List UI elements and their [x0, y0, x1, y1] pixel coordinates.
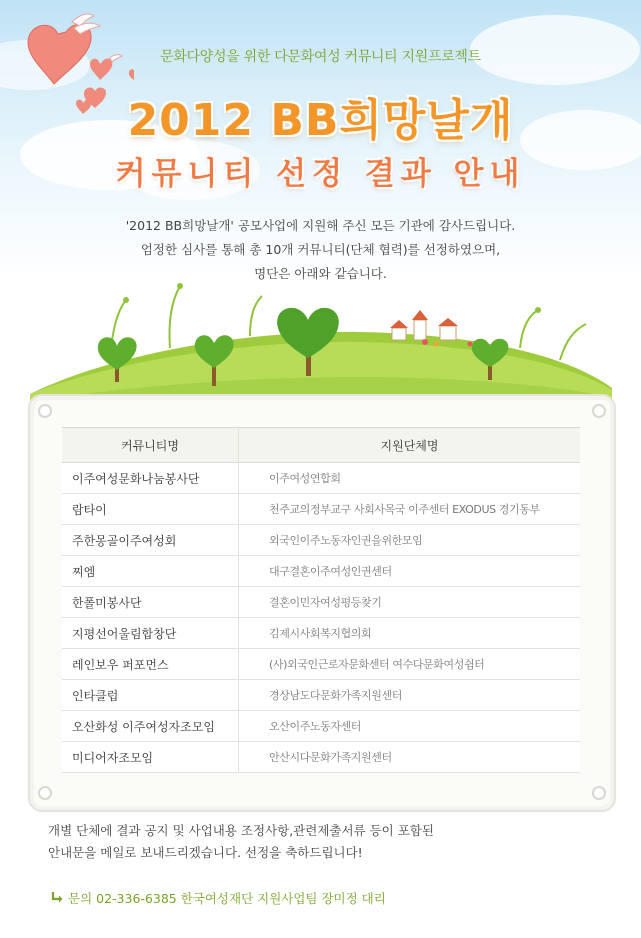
community-name: 미디어자조모임 — [62, 742, 239, 773]
frame-corner-dot — [38, 404, 52, 418]
table-row — [62, 680, 580, 711]
table-row — [62, 649, 580, 680]
organization-name: 외국인이주노동자인권을위한모임 — [239, 525, 581, 556]
community-name: 찌엠 — [62, 556, 239, 587]
community-name: 주한몽골이주여성회 — [62, 525, 239, 556]
notice-line: 안내문을 메일로 보내드리겠습니다. 선정을 축하드립니다! — [48, 845, 363, 860]
table-row — [62, 618, 580, 649]
page-title: 2012 BB희망날개 — [127, 95, 514, 146]
table-row — [62, 525, 580, 556]
table-header-row — [62, 428, 580, 463]
table-row — [62, 494, 580, 525]
page-subtitle: 커뮤니티 선정 결과 안내 — [115, 156, 526, 192]
table-row — [62, 742, 580, 773]
community-name: 레인보우 퍼포먼스 — [62, 649, 239, 680]
community-name: 인타클럽 — [62, 680, 239, 711]
intro-line: 엄정한 심사를 통해 총 10개 커뮤니티(단체 협력)를 선정하였으며, — [140, 242, 501, 257]
table-row — [62, 711, 580, 742]
project-subtitle: 문화다양성을 위한 다문화여성 커뮤니티 지원프로젝트 — [160, 49, 481, 65]
organization-name: 대구결혼이주여성인권센터 — [239, 556, 581, 587]
table-row — [62, 556, 580, 587]
contact-text: 문의 02-336-6385 한국여성재단 지원사업팀 장미정 대리 — [68, 891, 386, 906]
community-name: 이주여성문화나눔봉사단 — [62, 463, 239, 494]
frame-corner-dot — [592, 404, 606, 418]
organization-name: 경상남도다문화가족지원센터 — [239, 680, 581, 711]
frame-corner-dot — [592, 786, 606, 800]
table-row — [62, 587, 580, 618]
organization-name: 이주여성연합회 — [239, 463, 581, 494]
selection-table — [62, 427, 580, 773]
organization-name: 김제시사회복지협의회 — [239, 618, 581, 649]
organization-name: 천주교의정부교구 사회사목국 이주센터 EXODUS 경기동부 — [239, 494, 581, 525]
column-header-community: 커뮤니티명 — [62, 428, 239, 463]
community-name: 한폴미봉사단 — [62, 587, 239, 618]
notice-line: 개별 단체에 결과 공지 및 사업내용 조정사항,관련제출서류 등이 포함된 — [48, 823, 434, 838]
community-name: 지평선어울림합창단 — [62, 618, 239, 649]
intro-line: '2012 BB희망날개' 공모사업에 지원해 주신 모든 기관에 감사드립니다. — [125, 218, 516, 233]
community-name: 람타이 — [62, 494, 239, 525]
hill-scene-illustration — [0, 270, 641, 410]
community-name: 오산화성 이주여성자조모임 — [62, 711, 239, 742]
table-row — [62, 463, 580, 494]
organization-name: 안산시다문화가족지원센터 — [239, 742, 581, 773]
column-header-organization: 지원단체명 — [239, 428, 581, 463]
organization-name: (사)외국인근로자문화센터 여수다문화여성쉼터 — [239, 649, 581, 680]
contact-info — [50, 889, 386, 907]
intro-line: 명단은 아래와 같습니다. — [254, 266, 387, 281]
organization-name: 결혼이민자여성평등찾기 — [239, 587, 581, 618]
organization-name: 오산이주노동자센터 — [239, 711, 581, 742]
frame-corner-dot — [38, 786, 52, 800]
return-arrow-icon — [50, 891, 64, 903]
notice-text — [48, 820, 434, 864]
